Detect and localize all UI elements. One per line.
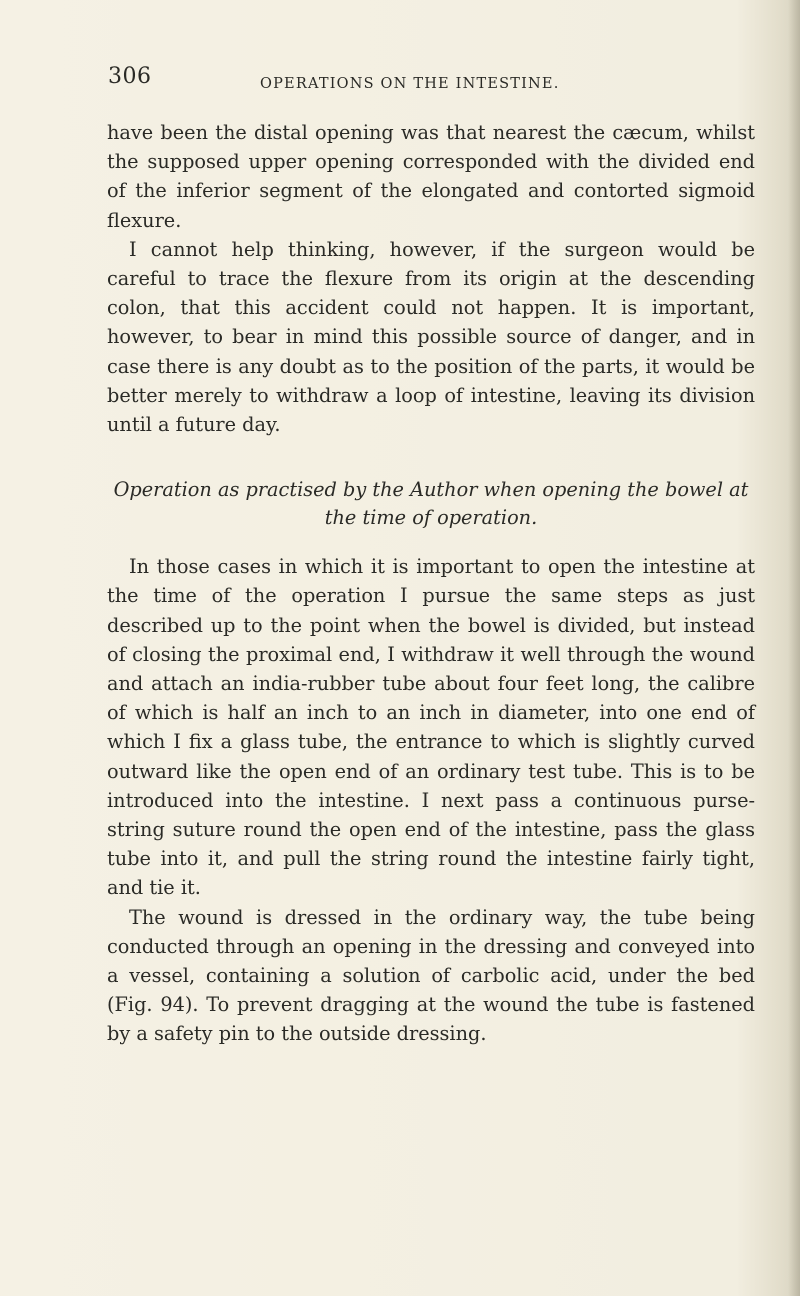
- running-head: OPERATIONS ON THE INTESTINE.: [260, 76, 560, 92]
- paragraph: I cannot help thinking, however, if the surgeon would be careful to trace the flexure from its origin at the descending colon, that this accident could not happen. It is important, however, to bear in mind this possible source of danger, and in case there is any doubt as to the position of the parts, it would be better merely to withdraw a loop of intestine, leaving its division until a future day.: [107, 237, 755, 437]
- page-number: 306: [108, 64, 152, 89]
- section-heading: Operation as practised by the Author when opening the bowel at the time of operation.: [113, 478, 749, 530]
- paragraph: In those cases in which it is important to open the intestine at the time of the operation I pursue the same steps as just described up to the point when the bowel is divided, but instead of closing the proximal end, I withdraw it well through the wound and attach an india-rubber tube about four feet long, the calibre of which is half an inch to an inch in diameter, into one end of which I fix a glass tube, the entrance to which is slightly curved outward like the open end of an ordinary test tube. This is to be introduced into the intestine. I next pass a continuous purse-string suture round the open end of the intestine, pass the glass tube into it, and pull the string round the intestine fairly tight, and tie it.: [107, 555, 755, 900]
- paragraph: have been the distal opening was that nearest the cæcum, whilst the supposed upper opening corresponded with the divided end of the inferior segment of the elongated and contorted sigmoid flexure.: [107, 121, 755, 232]
- page-header: [108, 64, 758, 108]
- page-body: [107, 118, 755, 1049]
- paragraph: The wound is dressed in the ordinary way, the tube being conducted through an opening in the dressing and conveyed into a vessel, containing a solution of carbolic acid, under the bed (Fig. 94). To prevent dragging at the wound the tube is fastened by a safety pin to the outside dressing.: [107, 905, 755, 1046]
- page-edge-shadow: [788, 0, 800, 1296]
